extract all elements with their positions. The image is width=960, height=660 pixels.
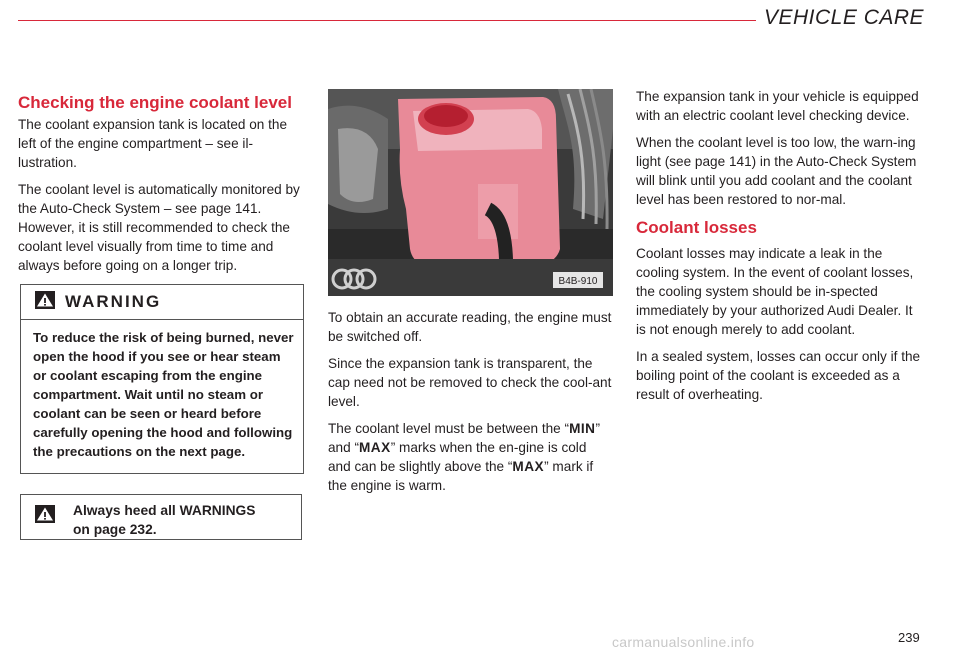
- warning-triangle-icon: [35, 505, 55, 528]
- max-mark-2: MAX: [512, 459, 545, 474]
- column3-paragraph-1: The expansion tank in your vehicle is equipped with an electric coolant level checking device.: [636, 89, 919, 123]
- heed-warnings-box: [20, 494, 302, 540]
- warning-box: [20, 284, 304, 474]
- para3-part-b: ” and “: [328, 421, 601, 455]
- warning-text: To reduce the risk of being burned, never open the hood if you see or hear steam or coolant escaping from the engine compartment. Wait until no steam or coolant can be seen or heard before carefully opening the hood and following the precautions on the next page.: [33, 330, 294, 459]
- header-rule: [18, 20, 756, 21]
- column2-paragraph-3: [328, 419, 612, 495]
- column1-paragraph-2: The coolant level is automatically monitored by the Auto-Check System – see page 141. However, it is still recommended to check the coolant level visually from time to time and always before going on a longer trip.: [18, 182, 300, 273]
- page-number: 239: [898, 630, 920, 645]
- para3-part-a: The coolant level must be between the “: [328, 421, 570, 436]
- max-mark: MAX: [358, 440, 391, 455]
- warning-header: [21, 285, 303, 320]
- column-3: [636, 87, 922, 412]
- heed-line-2: on page 232.: [73, 522, 157, 537]
- column-1: [18, 92, 308, 283]
- min-mark: MIN: [569, 421, 596, 436]
- warning-triangle-icon: [35, 291, 55, 314]
- column1-paragraph-1: The coolant expansion tank is located on the left of the engine compartment – see il-lustration.: [18, 117, 288, 170]
- section-title: VEHICLE CARE: [764, 6, 925, 29]
- coolant-losses-heading: Coolant losses: [636, 218, 757, 237]
- para3-part-d: ” mark if the engine is warm.: [328, 459, 594, 493]
- engine-coolant-heading: Checking the engine coolant level: [18, 93, 292, 112]
- watermark: carmanualsonline.info: [612, 634, 755, 650]
- column3-paragraph-3: Coolant losses may indicate a leak in the cooling system. In the event of coolant losses, the cooling system should be in-spected immediately by your authorized Audi Dealer. It is not enough merely to add coolant.: [636, 246, 914, 337]
- column2-paragraph-2: Since the expansion tank is transparent, the cap need not be removed to check the cool-ant level.: [328, 356, 612, 409]
- figure-code: B4B-910: [558, 276, 598, 287]
- warning-title: WARNING: [65, 292, 162, 311]
- para3-part-c: ” marks when the en-gine is cold and can be slightly above the “: [328, 440, 587, 474]
- column3-paragraph-4: In a sealed system, losses can occur only if the boiling point of the coolant is exceeded as a result of overheating.: [636, 349, 921, 402]
- heed-warnings-text: [73, 501, 255, 539]
- column3-paragraph-2: When the coolant level is too low, the warn-ing light (see page 141) in the Auto-Check System will blink until you add coolant and the coolant level has been restored to nor-mal.: [636, 135, 917, 207]
- engine-bay-photo: [328, 89, 613, 296]
- column2-paragraph-1: To obtain an accurate reading, the engine must be switched off.: [328, 310, 612, 344]
- column-2: [328, 308, 612, 503]
- heed-line-1: Always heed all WARNINGS: [73, 503, 256, 518]
